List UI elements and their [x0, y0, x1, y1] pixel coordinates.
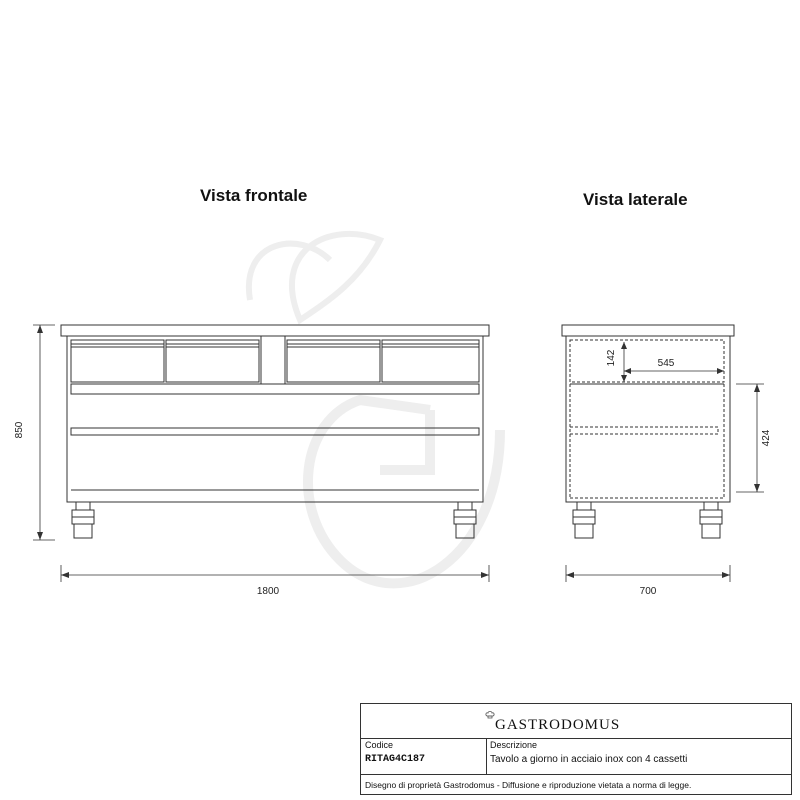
side-drawer — [570, 340, 724, 382]
code-value: RITAG4C187 — [365, 754, 426, 765]
side-view — [562, 325, 734, 538]
description-value: Tavolo a giorno in acciaio inox con 4 cassetti — [490, 754, 688, 765]
width-dimension-label: 1800 — [256, 586, 280, 597]
description-cell — [486, 738, 791, 774]
front-drawer-3 — [287, 340, 380, 382]
drawer-height-label: 142 — [606, 349, 617, 367]
brand-name: GASTRODOMUS — [495, 717, 621, 733]
drawer-depth-label: 545 — [657, 358, 675, 369]
side-foot-left — [573, 502, 595, 538]
copyright-notice: Disegno di proprietà Gastrodomus - Diffusione e riproduzione vietata a norma di legge. — [365, 780, 692, 790]
front-upper-rail — [71, 384, 479, 394]
title-block-logo — [361, 704, 791, 739]
shelf-height-label: 424 — [761, 429, 772, 447]
side-body — [566, 336, 730, 502]
front-worktop — [61, 325, 489, 336]
side-foot-right — [700, 502, 722, 538]
code-cell — [361, 738, 487, 774]
front-drawer-2 — [166, 340, 259, 382]
title-block — [360, 703, 792, 795]
side-rail — [570, 427, 718, 434]
watermark-logo — [249, 234, 500, 583]
chef-hat-icon — [485, 710, 495, 720]
front-center-post — [261, 336, 285, 384]
side-dimensions — [566, 342, 764, 582]
front-view-title: Vista frontale — [200, 186, 308, 205]
code-label: Codice — [365, 740, 394, 750]
depth-dimension-label: 700 — [639, 586, 657, 597]
title-block-info-row — [361, 738, 791, 775]
description-label: Descrizione — [490, 740, 538, 750]
height-dimension-label: 850 — [14, 421, 25, 439]
front-lower-rail — [71, 428, 479, 435]
front-body — [67, 336, 483, 502]
side-view-title: Vista laterale — [583, 190, 688, 209]
front-drawer-1 — [71, 340, 164, 382]
front-drawer-4 — [382, 340, 479, 382]
front-view — [61, 325, 489, 538]
front-foot-left — [72, 502, 94, 538]
side-worktop — [562, 325, 734, 336]
